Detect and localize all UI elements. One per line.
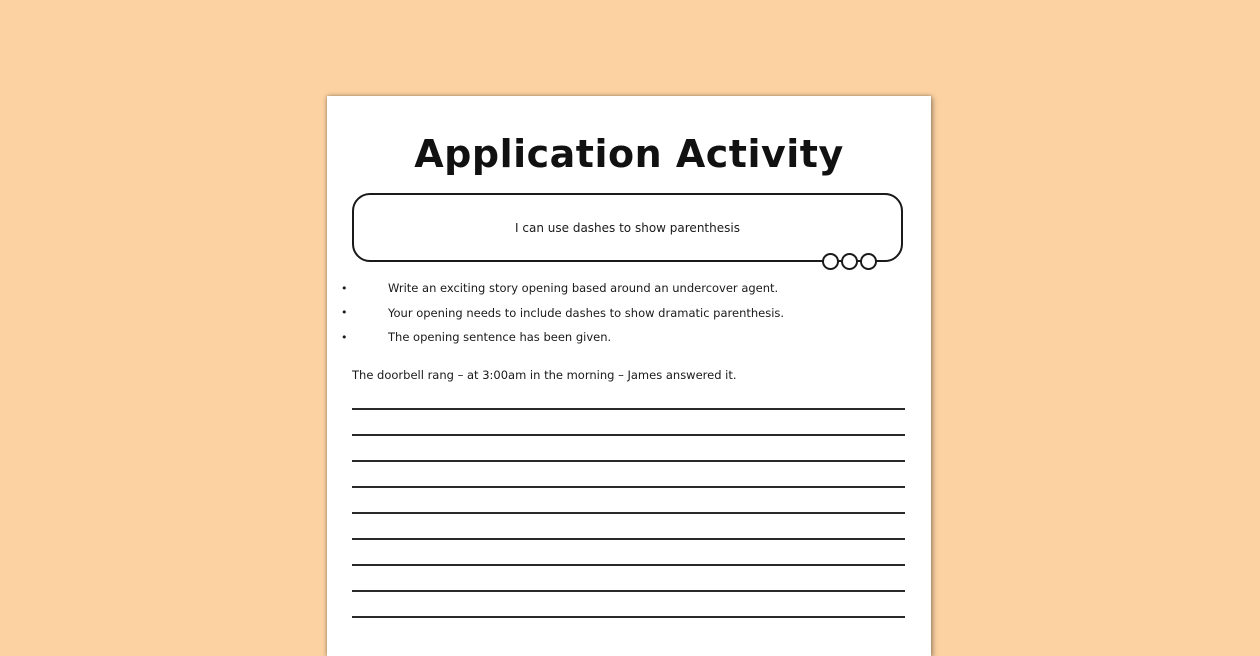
instruction-text: The opening sentence has been given. — [388, 330, 612, 345]
writing-line-6[interactable] — [352, 538, 905, 540]
instruction-item — [341, 325, 901, 350]
writing-line-8[interactable] — [352, 590, 905, 592]
instruction-text: Your opening needs to include dashes to show dramatic parenthesis. — [388, 305, 785, 320]
instruction-item — [341, 301, 901, 326]
instruction-item — [341, 276, 901, 301]
assessment-circle-2 — [841, 253, 858, 270]
assessment-circle-1 — [822, 253, 839, 270]
writing-line-3[interactable] — [352, 460, 905, 462]
instruction-list — [341, 276, 901, 350]
writing-line-1[interactable] — [352, 408, 905, 410]
bullet-icon: • — [341, 281, 348, 295]
assessment-circle-3 — [860, 253, 877, 270]
writing-line-9[interactable] — [352, 616, 905, 618]
writing-line-4[interactable] — [352, 486, 905, 488]
writing-line-7[interactable] — [352, 564, 905, 566]
bullet-icon: • — [341, 306, 348, 320]
instruction-text: Write an exciting story opening based around an undercover agent. — [388, 281, 779, 296]
bullet-icon: • — [341, 330, 348, 344]
writing-line-2[interactable] — [352, 434, 905, 436]
learning-objective-box — [352, 193, 903, 262]
worksheet-page — [327, 96, 931, 656]
page-title: Application Activity — [414, 132, 844, 176]
learning-objective-text: I can use dashes to show parenthesis — [515, 220, 740, 235]
self-assessment-circles — [822, 253, 877, 270]
writing-line-5[interactable] — [352, 512, 905, 514]
opening-sentence: The doorbell rang – at 3:00am in the morning – James answered it. — [352, 368, 737, 382]
